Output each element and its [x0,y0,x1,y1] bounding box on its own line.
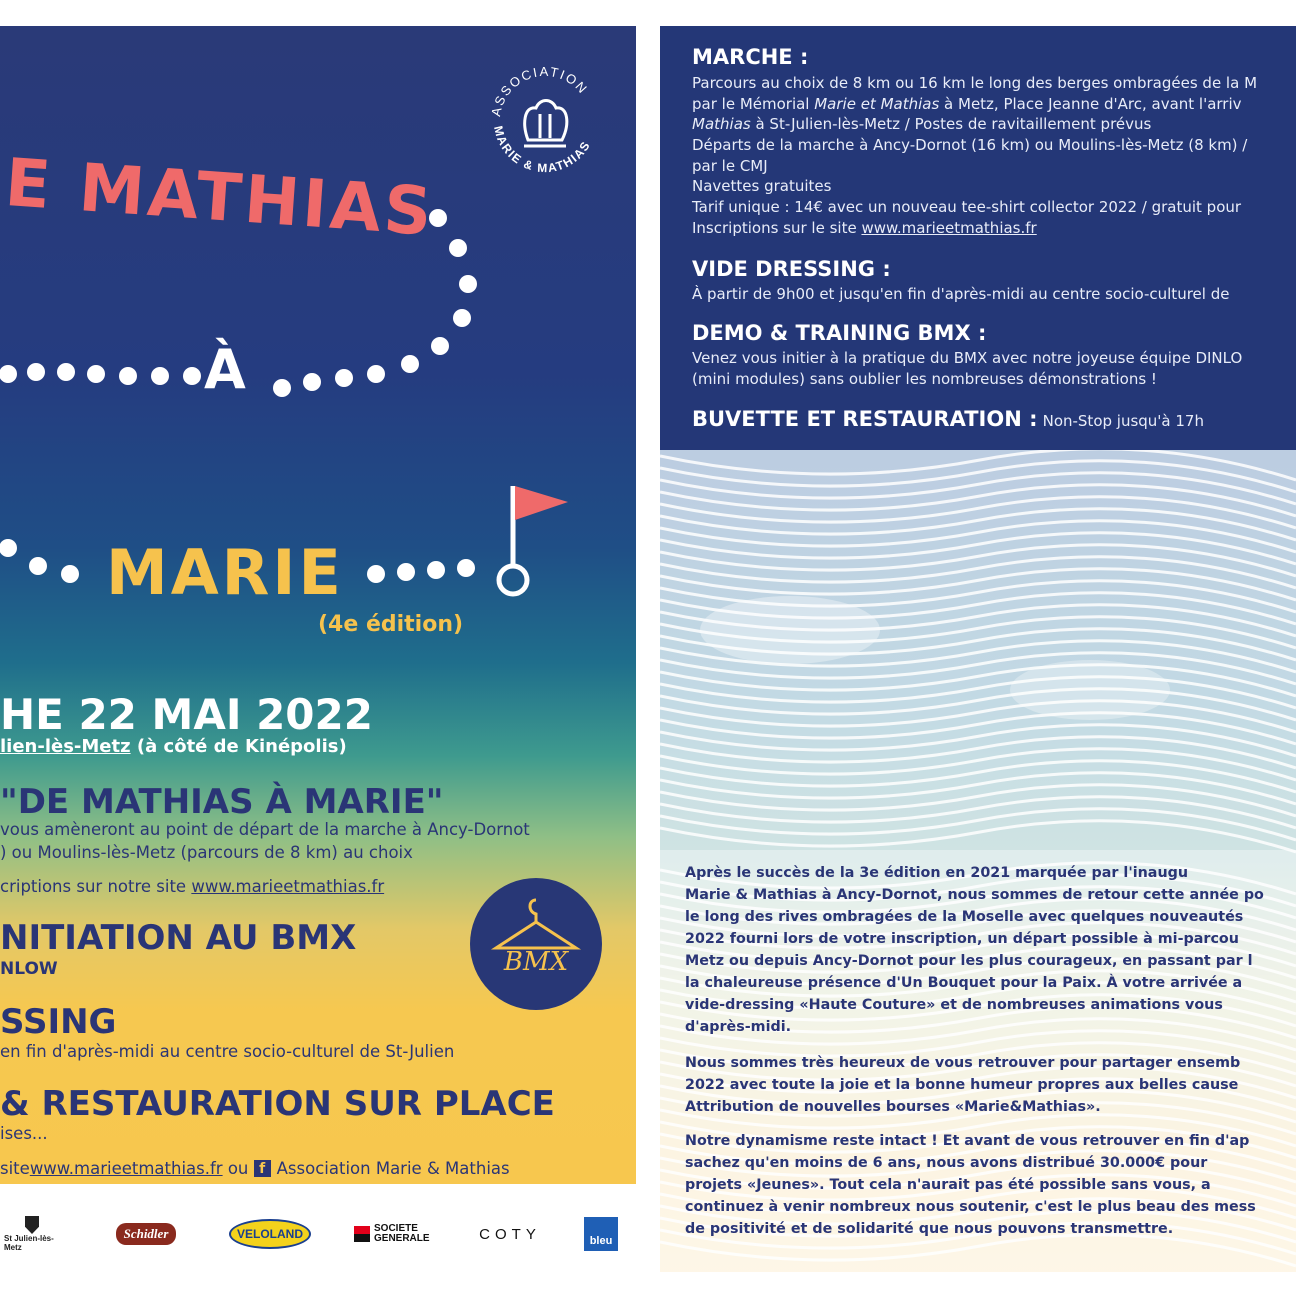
vide-dressing-line: À partir de 9h00 et jusqu'en fin d'après-midi au centre socio-culturel de [692,285,1230,303]
facebook-icon[interactable]: f [254,1160,271,1177]
footer-links: site www.marieetmathias.fr ou f Association Marie & Mathias [0,1159,510,1178]
paragraph-joy: Nous sommes très heureux de vous retrouver pour partager ensemb 2022 avec toute la joie et la bonne humeur propres aux belles cause Attribution de nouvelles bourses «Marie&Mathias». [685,1055,1241,1115]
marche-line-4: Départs de la marche à Ancy-Dornot (16 km) ou Moulins-lès-Metz (8 km) / [692,136,1248,154]
coat-of-arms-icon [25,1216,39,1234]
vide-dressing-title: VIDE DRESSING : [692,257,891,281]
demo-bmx-line-1: Venez vous initier à la pratique du BMX avec notre joyeuse équipe DINLO [692,349,1243,367]
poster-left-panel [0,26,636,1184]
demo-bmx-line-2: (mini modules) sans oublier les nombreuses démonstrations ! [692,370,1157,388]
inscriptions-link[interactable]: www.marieetmathias.fr [191,877,385,896]
svg-text:BMX: BMX [503,947,569,977]
marche-title: MARCHE : [692,45,809,69]
marche-line-1: Parcours au choix de 8 km ou 16 km le long des berges ombragées de la M [692,74,1258,92]
flag-icon [515,486,568,520]
sponsor-logo-coty: COTY [479,1225,541,1243]
restauration-subtitle: ises... [0,1124,48,1143]
demo-bmx-title: DEMO & TRAINING BMX : [692,321,987,345]
sponsor-logo-schidler: Schidler [106,1212,186,1256]
dressing-title: SSING [0,1002,117,1042]
sg-square-icon [354,1226,370,1242]
section-mathias-marie-line1: vous amèneront au point de départ de la marche à Ancy-Dornot [0,820,530,839]
footer-website-link[interactable]: www.marieetmathias.fr [29,1159,223,1178]
sponsor-logo-societe-generale: SOCIETE GENERALE [350,1212,440,1256]
marche-line-3: Mathias à St-Julien-lès-Metz / Postes de ravitaillement prévus [692,115,1152,133]
section-mathias-marie-title: "DE MATHIAS À MARIE" [0,782,444,822]
marche-line-8: Inscriptions sur le site www.marieetmathias.fr [692,219,1037,237]
sponsor-logo-veloland: VELOLAND [230,1212,310,1256]
event-location: lien-lès-Metz (à côté de Kinépolis) [0,736,347,757]
sponsor-logo-france-bleu: bleu [584,1212,618,1256]
bmx-badge [470,878,602,1010]
paragraph-dynamism: Notre dynamisme reste intact ! Et avant de vous retrouver en fin d'ap sachez qu'en moins de 6 ans, nous avons distribué 30.000€ pour projets «Jeunes». Tout cela n'aurait pas été possible sans vous, a continuez à venir nombreux nous soutenir, c'est le plus beau des mess de positivité et de solidarité que nous pouvons transmettre. [685,1133,1256,1237]
restauration-title: & RESTAURATION SUR PLACE [0,1084,555,1124]
dressing-text: en fin d'après-midi au centre socio-culturel de St-Julien [0,1042,455,1061]
bmx-title: NITIATION AU BMX [0,918,357,958]
title-mathias: E MATHIAS [2,144,438,251]
poster-right-panel [660,26,1296,1272]
inscriptions-line: criptions sur notre site www.marieetmathias.fr [0,877,385,896]
svg-text:MARIE & MATHIAS: MARIE & MATHIAS [491,124,594,176]
svg-text:ASSOCIATION: ASSOCIATION [488,63,592,118]
bmx-subtitle: NLOW [0,959,58,979]
marche-website-link[interactable]: www.marieetmathias.fr [861,219,1037,237]
sponsor-logo-st-julien: St Julien-lès-Metz [4,1212,60,1256]
event-date: HE 22 MAI 2022 [0,690,373,739]
paragraph-intro: Après le succès de la 3e édition en 2021 marquée par l'inaugu Marie & Mathias à Ancy-Dornot, nous sommes de retour cette année po le long des rives ombragées de la Moselle avec quelques nouveautés 2022 fourni lors de votre inscription, un départ possible à mi-parcou Metz ou depuis Ancy-Dornot pour les plus courageux, en passant par l la chaleureuse présence d'Un Bouquet pour la Paix. À votre arrivée a vide-dressing «Haute Couture» et de nombreuses animations vous d'après-midi. [685,865,1264,1035]
marche-line-2: par le Mémorial Marie et Mathias à Metz, Place Jeanne d'Arc, avant l'arriv [692,95,1242,113]
buvette-title: BUVETTE ET RESTAURATION : [692,407,1038,431]
marche-line-6: Navettes gratuites [692,177,832,195]
buvette-line [692,407,1204,432]
edition-label: (4e édition) [318,612,464,637]
section-mathias-marie-line2: ) ou Moulins-lès-Metz (parcours de 8 km) au choix [0,843,413,862]
location-link[interactable]: lien-lès-Metz [0,736,131,757]
marche-line-5: par le CMJ [692,157,768,175]
buvette-text: Non-Stop jusqu'à 17h [1042,412,1204,430]
title-marie: MARIE [106,536,344,609]
title-letter-a: À [204,338,246,401]
marche-line-7: Tarif unique : 14€ avec un nouveau tee-shirt collector 2022 / gratuit pour [692,198,1242,216]
facebook-page-link[interactable]: Association Marie & Mathias [276,1159,510,1178]
hanger-icon [470,878,602,1010]
